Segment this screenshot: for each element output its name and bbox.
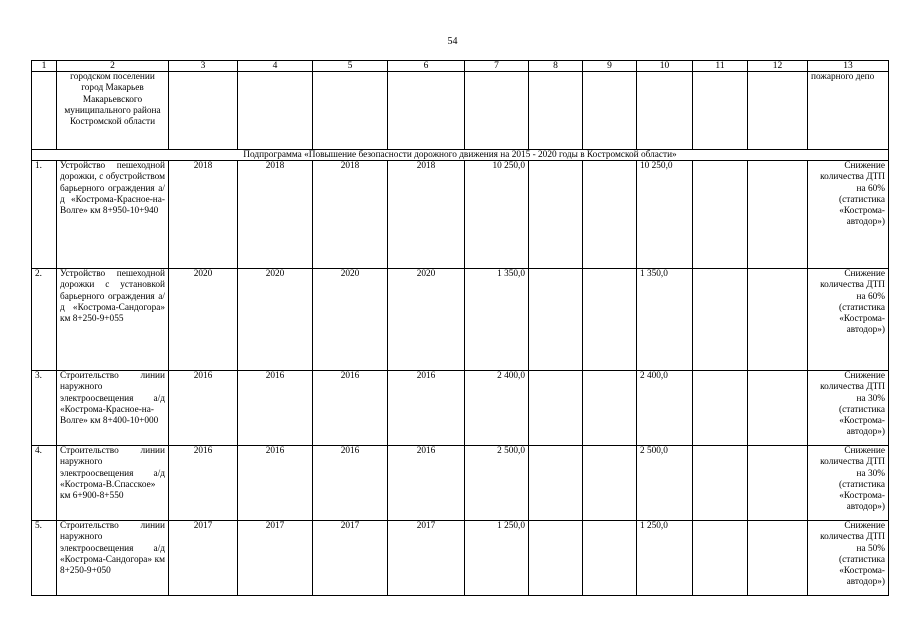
amount-cell: 1 350,0 [465,269,529,371]
subprogram-title: Подпрограмма «Повышение безопасности дорожного движения на 2015 - 2020 годы в Костромской области» [32,150,889,161]
row-number: 3. [32,371,57,446]
year-cell: 2020 [238,269,313,371]
page-number: 54 [447,36,458,47]
subprogram-row [32,150,889,161]
col-header: 5 [313,61,388,72]
col-header: 9 [583,61,637,72]
year-cell: 2020 [313,269,388,371]
year-cell: 2020 [169,269,238,371]
col-header: 12 [748,61,808,72]
year-cell: 2016 [238,371,313,446]
row-description: Строительство линии наружного электроосвещения а/д «Кострома-В.Спасское» км 6+900-8+550 [57,446,169,521]
amount-cell: 2 500,0 [637,446,693,521]
table-row [32,521,889,596]
col-header: 4 [238,61,313,72]
row-result: Снижение количества ДТП на 30% (статистика «Кострома-автодор») [808,371,889,446]
table-row [32,269,889,371]
year-cell: 2016 [388,371,465,446]
row-result: Снижение количества ДТП на 30% (статистика «Кострома-автодор») [808,446,889,521]
col-header: 2 [57,61,169,72]
row-result: Снижение количества ДТП на 60% (статистика «Кострома-автодор») [808,269,889,371]
year-cell: 2018 [313,161,388,269]
year-cell: 2018 [169,161,238,269]
amount-cell: 2 400,0 [637,371,693,446]
amount-cell: 1 250,0 [637,521,693,596]
col-header: 11 [693,61,748,72]
table-row [32,446,889,521]
year-cell: 2016 [313,446,388,521]
continuation-description: городском поселении город Макарьев Макарьевского муниципального района Костромской области [57,72,169,150]
table-row [32,161,889,269]
continuation-result: пожарного депо [808,72,889,150]
row-result: Снижение количества ДТП на 60% (статистика «Кострома-автодор») [808,161,889,269]
col-header: 8 [529,61,583,72]
year-cell: 2017 [238,521,313,596]
col-header: 7 [465,61,529,72]
table-row [32,371,889,446]
year-cell: 2018 [238,161,313,269]
year-cell: 2016 [169,446,238,521]
row-description: Устройство пешеходной дорожки с установкой барьерного ограждения а/д «Кострома-Сандогора» км 8+250-9+055 [57,269,169,371]
col-header: 10 [637,61,693,72]
amount-cell: 1 350,0 [637,269,693,371]
col-header: 13 [808,61,889,72]
year-cell: 2017 [169,521,238,596]
row-number: 5. [32,521,57,596]
year-cell: 2017 [388,521,465,596]
amount-cell: 1 250,0 [465,521,529,596]
amount-cell: 2 400,0 [465,371,529,446]
year-cell: 2016 [169,371,238,446]
row-number: 4. [32,446,57,521]
continuation-row [32,72,889,150]
amount-cell: 2 500,0 [465,446,529,521]
year-cell: 2016 [388,446,465,521]
row-number: 2. [32,269,57,371]
year-cell: 2016 [313,371,388,446]
column-header-row [32,61,889,72]
year-cell: 2018 [388,161,465,269]
row-description: Строительство линии наружного электроосвещения а/д «Кострома-Красное-на-Волге» км 8+400-10+000 [57,371,169,446]
program-table [31,60,889,596]
row-description: Устройство пешеходной дорожки, с обустройством барьерного ограждения а/д «Кострома-Красное-на-Волге» км 8+950-10+940 [57,161,169,269]
col-header: 1 [32,61,57,72]
col-header: 3 [169,61,238,72]
amount-cell: 10 250,0 [465,161,529,269]
amount-cell: 10 250,0 [637,161,693,269]
year-cell: 2016 [238,446,313,521]
year-cell: 2020 [388,269,465,371]
year-cell: 2017 [313,521,388,596]
row-number: 1. [32,161,57,269]
row-result: Снижение количества ДТП на 50% (статистика «Кострома-автодор») [808,521,889,596]
col-header: 6 [388,61,465,72]
row-description: Строительство линии наружного электроосвещения а/д «Кострома-Сандогора» км 8+250-9+050 [57,521,169,596]
